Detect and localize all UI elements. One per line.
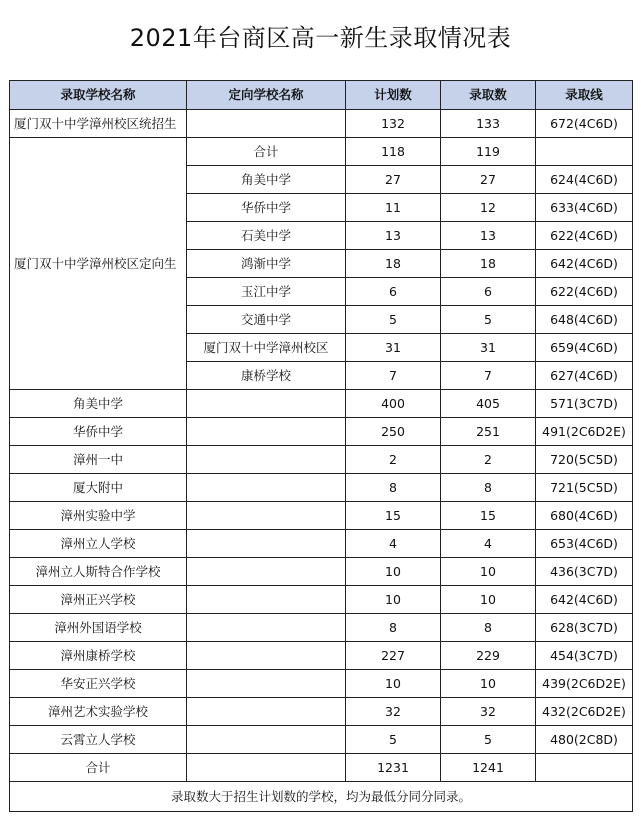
header-admit-school: 录取学校名称 xyxy=(10,81,187,110)
school-line: 491(2C6D2E) xyxy=(536,418,633,446)
school-directed-empty xyxy=(187,726,346,754)
table-row xyxy=(10,726,633,754)
school-plan: 4 xyxy=(346,530,441,558)
school-plan: 8 xyxy=(346,474,441,502)
school-name: 云霄立人学校 xyxy=(10,726,187,754)
school-name: 角美中学 xyxy=(10,390,187,418)
directed-line: 633(4C6D) xyxy=(536,194,633,222)
school-name: 厦大附中 xyxy=(10,474,187,502)
school-admit: 10 xyxy=(441,558,536,586)
directed-admit: 27 xyxy=(441,166,536,194)
directed-name: 玉江中学 xyxy=(187,278,346,306)
school-line: 454(3C7D) xyxy=(536,642,633,670)
school-line: 642(4C6D) xyxy=(536,586,633,614)
school-name: 漳州立人学校 xyxy=(10,530,187,558)
school-directed-empty xyxy=(187,614,346,642)
directed-plan: 13 xyxy=(346,222,441,250)
directed-plan: 5 xyxy=(346,306,441,334)
school-directed-empty xyxy=(187,698,346,726)
school-plan: 250 xyxy=(346,418,441,446)
directed-name: 角美中学 xyxy=(187,166,346,194)
directed-total-label: 合计 xyxy=(187,138,346,166)
school-directed-empty xyxy=(187,502,346,530)
unified-line: 672(4C6D) xyxy=(536,110,633,138)
school-admit: 405 xyxy=(441,390,536,418)
table-row xyxy=(10,614,633,642)
school-directed-empty xyxy=(187,642,346,670)
grand-total-plan: 1231 xyxy=(346,754,441,782)
table-row xyxy=(10,474,633,502)
directed-admit: 6 xyxy=(441,278,536,306)
table-row xyxy=(10,530,633,558)
directed-plan: 11 xyxy=(346,194,441,222)
note-row xyxy=(10,782,633,812)
school-admit: 10 xyxy=(441,670,536,698)
grand-total-label: 合计 xyxy=(10,754,187,782)
school-name: 漳州外国语学校 xyxy=(10,614,187,642)
directed-admit: 5 xyxy=(441,306,536,334)
school-line: 439(2C6D2E) xyxy=(536,670,633,698)
directed-plan: 7 xyxy=(346,362,441,390)
header-line: 录取线 xyxy=(536,81,633,110)
directed-school: 厦门双十中学漳州校区定向生 xyxy=(10,138,187,390)
school-plan: 10 xyxy=(346,558,441,586)
school-directed-empty xyxy=(187,474,346,502)
school-line: 680(4C6D) xyxy=(536,502,633,530)
directed-admit: 13 xyxy=(441,222,536,250)
directed-total-line xyxy=(536,138,633,166)
school-plan: 5 xyxy=(346,726,441,754)
header-plan: 计划数 xyxy=(346,81,441,110)
school-admit: 229 xyxy=(441,642,536,670)
table-row xyxy=(10,670,633,698)
directed-name: 石美中学 xyxy=(187,222,346,250)
table-row xyxy=(10,446,633,474)
school-line: 480(2C8D) xyxy=(536,726,633,754)
grand-total-directed-empty xyxy=(187,754,346,782)
school-plan: 8 xyxy=(346,614,441,642)
school-plan: 15 xyxy=(346,502,441,530)
school-admit: 2 xyxy=(441,446,536,474)
unified-school: 厦门双十中学漳州校区统招生 xyxy=(10,110,187,138)
school-admit: 8 xyxy=(441,474,536,502)
school-name: 漳州一中 xyxy=(10,446,187,474)
directed-name: 交通中学 xyxy=(187,306,346,334)
school-directed-empty xyxy=(187,530,346,558)
school-line: 436(3C7D) xyxy=(536,558,633,586)
directed-total-admit: 119 xyxy=(441,138,536,166)
school-directed-empty xyxy=(187,390,346,418)
directed-line: 648(4C6D) xyxy=(536,306,633,334)
table-row xyxy=(10,418,633,446)
school-line: 653(4C6D) xyxy=(536,530,633,558)
school-directed-empty xyxy=(187,418,346,446)
school-name: 华安正兴学校 xyxy=(10,670,187,698)
grand-total-line-empty xyxy=(536,754,633,782)
school-directed-empty xyxy=(187,558,346,586)
directed-total-plan: 118 xyxy=(346,138,441,166)
grand-total-admit: 1241 xyxy=(441,754,536,782)
school-line: 720(5C5D) xyxy=(536,446,633,474)
directed-admit: 12 xyxy=(441,194,536,222)
school-directed-empty xyxy=(187,670,346,698)
school-line: 721(5C5D) xyxy=(536,474,633,502)
school-directed-empty xyxy=(187,586,346,614)
school-name: 漳州正兴学校 xyxy=(10,586,187,614)
table-row xyxy=(10,642,633,670)
school-name: 漳州艺术实验学校 xyxy=(10,698,187,726)
school-admit: 5 xyxy=(441,726,536,754)
school-name: 漳州康桥学校 xyxy=(10,642,187,670)
school-admit: 4 xyxy=(441,530,536,558)
directed-name: 鸿渐中学 xyxy=(187,250,346,278)
header-row xyxy=(10,81,633,110)
directed-name: 康桥学校 xyxy=(187,362,346,390)
school-admit: 32 xyxy=(441,698,536,726)
directed-plan: 6 xyxy=(346,278,441,306)
unified-directed-empty xyxy=(187,110,346,138)
table-row xyxy=(10,390,633,418)
admission-table xyxy=(9,80,633,812)
directed-line: 627(4C6D) xyxy=(536,362,633,390)
directed-plan: 31 xyxy=(346,334,441,362)
table-row xyxy=(10,110,633,138)
table-row xyxy=(10,138,633,166)
school-line: 432(2C6D2E) xyxy=(536,698,633,726)
school-line: 628(3C7D) xyxy=(536,614,633,642)
school-plan: 10 xyxy=(346,586,441,614)
table-row xyxy=(10,502,633,530)
directed-name: 厦门双十中学漳州校区 xyxy=(187,334,346,362)
school-admit: 251 xyxy=(441,418,536,446)
school-plan: 10 xyxy=(346,670,441,698)
directed-admit: 31 xyxy=(441,334,536,362)
page-title: 2021年台商区高一新生录取情况表 xyxy=(129,24,512,52)
grand-total-row xyxy=(10,754,633,782)
school-admit: 8 xyxy=(441,614,536,642)
unified-plan: 132 xyxy=(346,110,441,138)
directed-line: 642(4C6D) xyxy=(536,250,633,278)
school-admit: 10 xyxy=(441,586,536,614)
school-plan: 400 xyxy=(346,390,441,418)
school-plan: 2 xyxy=(346,446,441,474)
table-row xyxy=(10,586,633,614)
directed-line: 624(4C6D) xyxy=(536,166,633,194)
directed-line: 622(4C6D) xyxy=(536,222,633,250)
school-directed-empty xyxy=(187,446,346,474)
school-line: 571(3C7D) xyxy=(536,390,633,418)
school-plan: 227 xyxy=(346,642,441,670)
unified-admit: 133 xyxy=(441,110,536,138)
school-name: 漳州立人斯特合作学校 xyxy=(10,558,187,586)
directed-name: 华侨中学 xyxy=(187,194,346,222)
header-directed-school: 定向学校名称 xyxy=(187,81,346,110)
directed-line: 659(4C6D) xyxy=(536,334,633,362)
directed-plan: 27 xyxy=(346,166,441,194)
directed-admit: 18 xyxy=(441,250,536,278)
school-admit: 15 xyxy=(441,502,536,530)
directed-line: 622(4C6D) xyxy=(536,278,633,306)
table-row xyxy=(10,698,633,726)
table-row xyxy=(10,558,633,586)
directed-admit: 7 xyxy=(441,362,536,390)
table-note: 录取数大于招生计划数的学校，均为最低分同分同录。 xyxy=(10,782,633,812)
header-admit: 录取数 xyxy=(441,81,536,110)
school-name: 漳州实验中学 xyxy=(10,502,187,530)
school-name: 华侨中学 xyxy=(10,418,187,446)
school-plan: 32 xyxy=(346,698,441,726)
directed-plan: 18 xyxy=(346,250,441,278)
